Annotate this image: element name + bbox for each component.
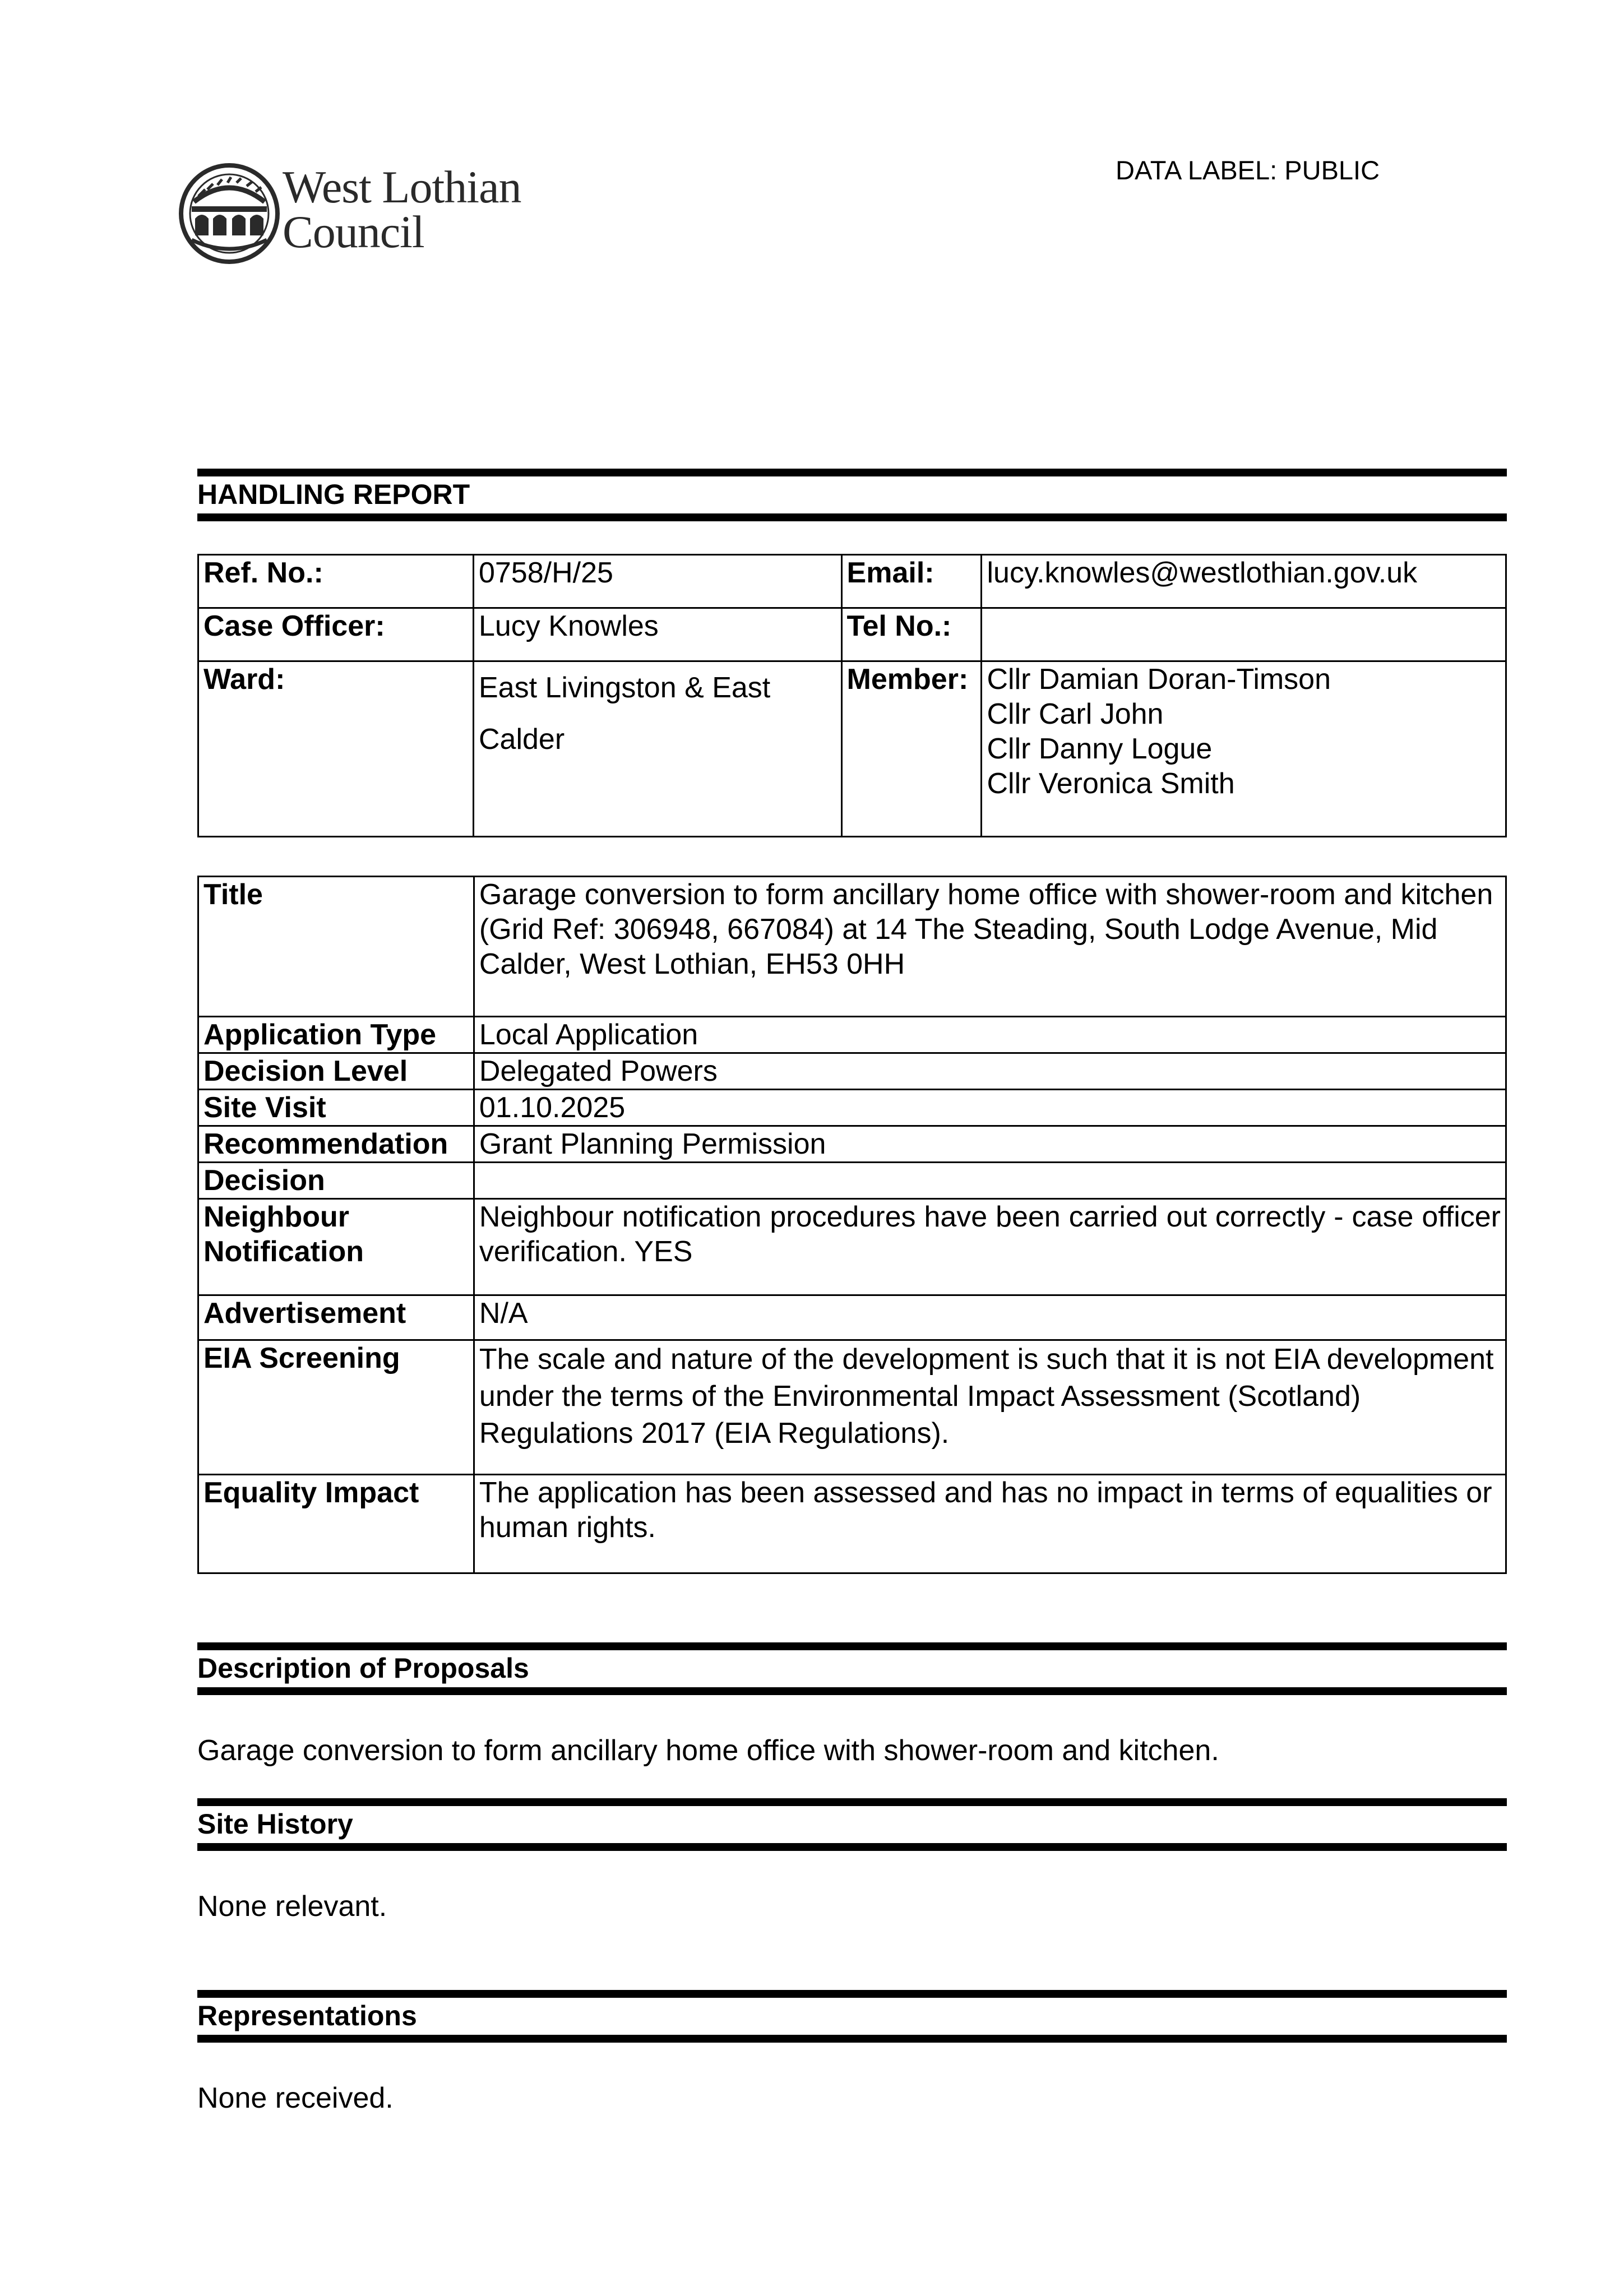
- advertisement-value: N/A: [474, 1295, 1506, 1340]
- email-value[interactable]: lucy.knowles@westlothian.gov.uk: [982, 555, 1506, 608]
- representations-text: None received.: [197, 2082, 394, 2114]
- table-row: [198, 1340, 1506, 1475]
- title-value: Garage conversion to form ancillary home office with shower-room and kitchen (Grid Ref: 306948, 667084) at 14 The Steading, South Lodge Avenue, Mid Calder, West Lothian, EH53 0HH: [474, 877, 1506, 1017]
- ward-label: Ward:: [198, 661, 474, 837]
- decision-level-value: Delegated Powers: [474, 1053, 1506, 1090]
- table-row: [198, 608, 1506, 661]
- band-rule-top: [197, 1990, 1507, 1998]
- handling-report-band: [197, 469, 1507, 521]
- viaduct-emblem-icon: [178, 163, 280, 265]
- table-row: [198, 1199, 1506, 1295]
- site-history-band: [197, 1798, 1507, 1851]
- proposals-text: Garage conversion to form ancillary home office with shower-room and kitchen.: [197, 1734, 1219, 1767]
- band-rule-top: [197, 469, 1507, 476]
- logo-wordmark: [283, 161, 574, 257]
- case-officer-label: Case Officer:: [198, 608, 474, 661]
- site-visit-value: 01.10.2025: [474, 1090, 1506, 1126]
- proposals-heading: Description of Proposals: [197, 1652, 529, 1684]
- member-label: Member:: [841, 661, 982, 837]
- site-visit-label: Site Visit: [198, 1090, 474, 1126]
- band-rule-top: [197, 1798, 1507, 1806]
- ward-value: [473, 661, 841, 837]
- equality-impact-value: The application has been assessed and has no impact in terms of equalities or human rights.: [474, 1475, 1506, 1573]
- data-label: DATA LABEL: PUBLIC: [1116, 155, 1380, 185]
- case-officer-value: Lucy Knowles: [473, 608, 841, 661]
- table-row: [198, 877, 1506, 1017]
- member-item: Cllr Damian Doran-Timson: [987, 663, 1331, 696]
- eia-screening-value: The scale and nature of the development is such that it is not EIA development under the terms of the Environmental Impact Assessment (Scotland) Regulations 2017 (EIA Regulations).: [474, 1340, 1506, 1475]
- table-row: [198, 661, 1506, 837]
- ward-value-line-1: East Livingston & East: [478, 672, 771, 704]
- handling-report-heading: HANDLING REPORT: [197, 479, 470, 510]
- case-details-table: [197, 554, 1507, 837]
- email-label: Email:: [841, 555, 982, 608]
- eia-screening-label: EIA Screening: [198, 1340, 474, 1475]
- decision-value: [474, 1163, 1506, 1199]
- decision-label: Decision: [198, 1163, 474, 1199]
- neighbour-label-line-1: Neighbour: [203, 1201, 349, 1233]
- site-history-text: None relevant.: [197, 1890, 387, 1923]
- band-rule-bottom: [197, 2035, 1507, 2043]
- recommendation-value: Grant Planning Permission: [474, 1126, 1506, 1163]
- decision-level-label: Decision Level: [198, 1053, 474, 1090]
- recommendation-label: Recommendation: [198, 1126, 474, 1163]
- band-rule-top: [197, 1642, 1507, 1650]
- band-rule-bottom: [197, 513, 1507, 521]
- ward-value-line-2: Calder: [478, 723, 565, 756]
- tel-value: [982, 608, 1506, 661]
- ref-label: Ref. No.:: [198, 555, 474, 608]
- member-item: Cllr Veronica Smith: [987, 767, 1235, 800]
- title-label: Title: [198, 877, 474, 1017]
- neighbour-label-line-2: Notification: [203, 1235, 364, 1268]
- table-row: [198, 555, 1506, 608]
- band-rule-bottom: [197, 1843, 1507, 1851]
- council-logo: [178, 163, 559, 269]
- representations-heading: Representations: [197, 2000, 417, 2031]
- table-row: [198, 1475, 1506, 1573]
- tel-label: Tel No.:: [841, 608, 982, 661]
- neighbour-notification-value: Neighbour notification procedures have been carried out correctly - case officer verification. YES: [474, 1199, 1506, 1295]
- member-item: Cllr Carl John: [987, 698, 1164, 730]
- application-type-label: Application Type: [198, 1017, 474, 1053]
- proposals-band: [197, 1642, 1507, 1695]
- table-row: [198, 1090, 1506, 1126]
- table-row: [198, 1053, 1506, 1090]
- logo-line-1: West Lothian: [283, 161, 521, 212]
- member-list: [982, 661, 1506, 837]
- member-item: Cllr Danny Logue: [987, 733, 1213, 765]
- representations-band: [197, 1990, 1507, 2043]
- neighbour-notification-label: [198, 1199, 474, 1295]
- band-rule-bottom: [197, 1687, 1507, 1695]
- equality-impact-label: Equality Impact: [198, 1475, 474, 1573]
- ref-value: 0758/H/25: [473, 555, 841, 608]
- application-table: [197, 876, 1507, 1574]
- site-history-heading: Site History: [197, 1808, 353, 1840]
- table-row: [198, 1295, 1506, 1340]
- table-row: [198, 1017, 1506, 1053]
- advertisement-label: Advertisement: [198, 1295, 474, 1340]
- logo-line-2: Council: [283, 206, 424, 257]
- table-row: [198, 1126, 1506, 1163]
- table-row: [198, 1163, 1506, 1199]
- application-type-value: Local Application: [474, 1017, 1506, 1053]
